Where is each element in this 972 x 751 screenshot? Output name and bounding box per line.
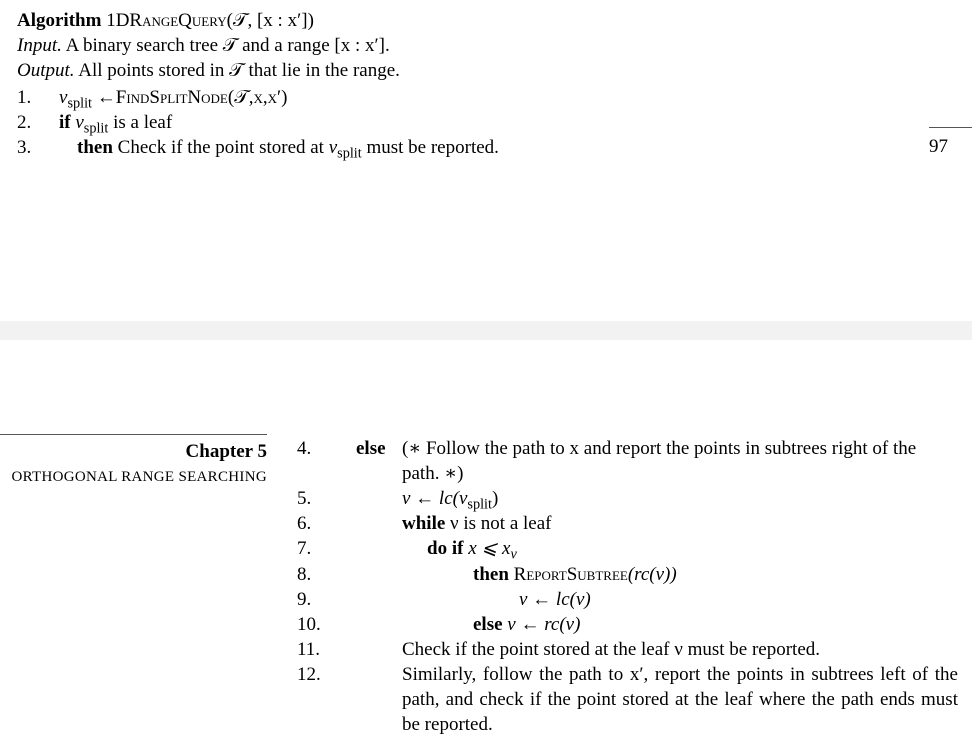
line-text: ←FindSplitNode(𝒯,x,x′) [92, 87, 288, 108]
algorithm-line-5 [402, 486, 498, 511]
line-text-pre: Check if the point stored at [117, 137, 329, 158]
algorithm-line-3 [77, 135, 499, 160]
line-number: 10. [297, 614, 321, 635]
keyword: else [473, 614, 503, 635]
line-number: 12. [297, 664, 321, 685]
line-text: ν ← lc(ν) [519, 589, 591, 610]
line-text-post: ) [491, 488, 499, 509]
keyword: do if [427, 538, 464, 559]
algorithm-args: (𝒯, [x : x′]) [226, 10, 314, 31]
line-text: Check if the point stored at the leaf ν must be reported. [402, 639, 821, 660]
line-text-continued: path. ∗) [402, 463, 464, 484]
output-text: All points stored in 𝒯 that lie in the range. [78, 60, 400, 81]
output-line [17, 58, 400, 83]
line-text: (∗ Follow the path to x and report the points in subtrees right of the [402, 438, 917, 459]
line-number: 2. [17, 112, 32, 133]
math-subscript: split [83, 120, 109, 137]
algorithm-name: 1DRangeQuery [106, 10, 227, 31]
line-number: 9. [297, 589, 312, 610]
output-label: Output. [17, 60, 75, 81]
line-text: (rc(ν)) [627, 564, 677, 585]
line-number: 1. [17, 87, 32, 108]
page-gap [0, 321, 972, 340]
math-var: ν [59, 87, 68, 108]
page-number: 97 [929, 136, 948, 157]
line-number: 3. [17, 137, 32, 158]
chapter-label: Chapter 5 [185, 441, 267, 462]
line-text: ν is not a leaf [450, 513, 552, 534]
keyword: else [356, 438, 386, 459]
algorithm-line-7 [427, 536, 517, 561]
math-var: ν [328, 137, 338, 158]
line-text: Similarly, follow the path to x′, report the points in subtrees left of the path, and check if the point stored at the leaf where the path ends must be reported. [402, 664, 958, 735]
line-number: 8. [297, 564, 312, 585]
procedure-name: ReportSubtree [513, 564, 628, 585]
input-label: Input. [17, 35, 62, 56]
algorithm-line-10 [473, 612, 580, 637]
line-number: 6. [297, 513, 312, 534]
line-number: 7. [297, 538, 312, 559]
line-number: 11. [297, 639, 321, 660]
algorithm-line-6 [402, 511, 551, 536]
line-text: x ⩽ x [468, 538, 511, 559]
algorithm-header [17, 8, 314, 33]
chapter-title: ORTHOGONAL RANGE SEARCHING [11, 469, 267, 485]
algorithm-word: Algorithm [17, 10, 102, 31]
input-text: A binary search tree 𝒯 and a range [x : x′]. [65, 35, 390, 56]
math-subscript: split [67, 95, 92, 112]
math-subscript: ν [510, 546, 517, 563]
line-number: 4. [297, 438, 312, 459]
line-text: must be reported. [361, 137, 499, 158]
keyword: while [402, 513, 446, 534]
keyword: if [59, 112, 71, 133]
line-text: is a leaf [108, 112, 173, 133]
math-subscript: split [467, 496, 492, 513]
algorithm-line-8 [473, 562, 677, 587]
keyword: then [77, 137, 113, 158]
header-rule [929, 127, 972, 128]
math-var: ν [75, 112, 84, 133]
algorithm-line-2 [59, 110, 172, 135]
input-line [17, 33, 390, 58]
line-number: 5. [297, 488, 312, 509]
math-subscript: split [337, 145, 362, 162]
algorithm-line-1 [59, 85, 288, 110]
keyword: then [473, 564, 509, 585]
line-text: ν ← lc(ν [402, 488, 468, 509]
line-text: ν ← rc(ν) [507, 614, 581, 635]
margin-rule [0, 434, 267, 435]
